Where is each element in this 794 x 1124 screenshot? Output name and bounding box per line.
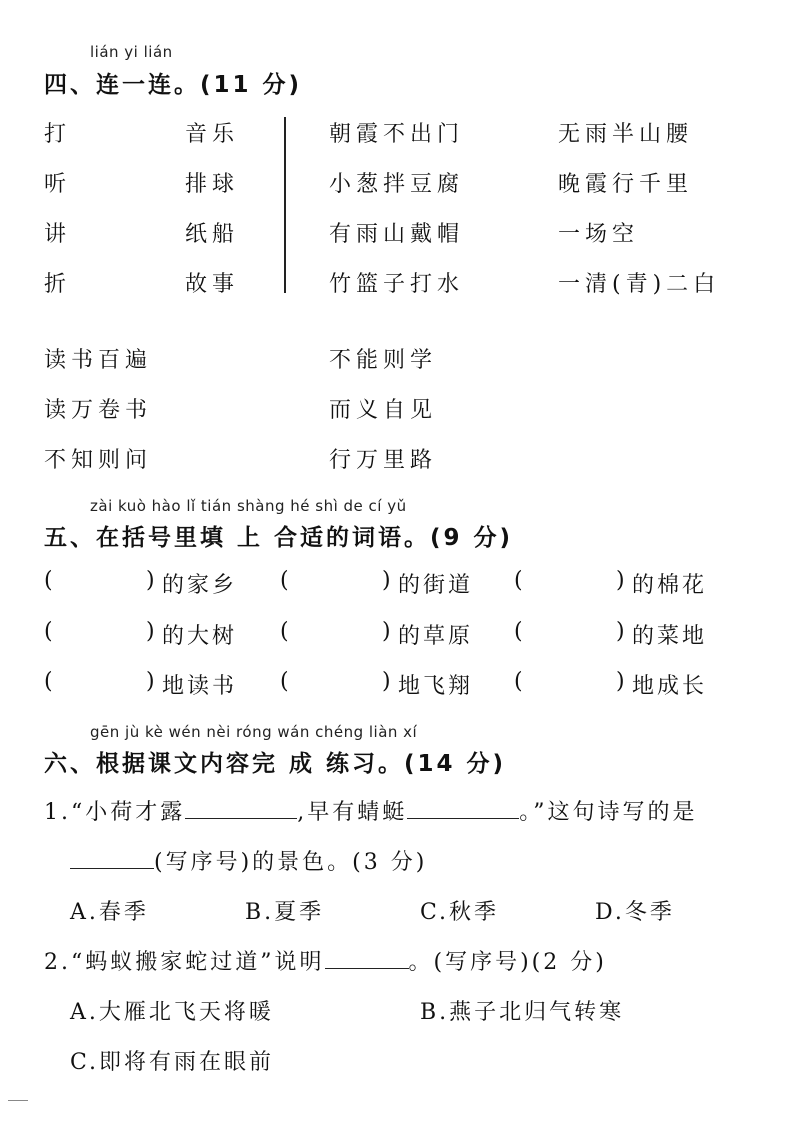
match-right-a-4[interactable]: 竹篮子打水 [329,272,465,297]
match-left-b-1[interactable]: 音乐 [185,122,240,147]
match-left-a-2[interactable]: 听 [44,172,72,197]
fill-blank-suffix-2-1: 的大树 [162,624,238,649]
match-right-b-2[interactable]: 晚霞行千里 [558,172,694,197]
match-left-b-3[interactable]: 纸船 [185,222,240,247]
question-2-line-1 [44,945,607,976]
question-1-text-d: (写序号)的景色。(3 分) [154,850,428,875]
match-left-b-4[interactable]: 故事 [185,272,240,297]
answer-blank[interactable] [325,948,409,969]
question-2-text-b: 。(写序号)(2 分) [408,950,607,975]
match-left-a-1[interactable]: 打 [44,122,72,147]
open-paren: ( [514,669,523,694]
fill-blank-suffix-2-2: 的草原 [398,624,474,649]
section5-pinyin: zài kuò hào lǐ tián shàng hé shì de cí yǔ [90,497,407,515]
match-bottom-b-1[interactable]: 不能则学 [329,348,438,373]
close-paren: ) [382,568,391,593]
question-1-option-d[interactable]: D.冬季 [595,900,675,925]
close-paren: ) [616,619,625,644]
match-bottom-a-3[interactable]: 不知则问 [44,448,153,473]
question-2-option-c[interactable]: C.即将有雨在眼前 [70,1050,275,1075]
match-bottom-b-3[interactable]: 行万里路 [329,448,438,473]
match-left-a-4[interactable]: 折 [44,272,72,297]
section5-title: 五、在括号里填 上 合适的词语。(9 分) [44,525,514,551]
question-1-text-b: ,早有蜻蜓 [297,800,408,825]
question-1-text-c: 。”这句诗写的是 [519,800,698,825]
fill-blank-suffix-1-3: 的棉花 [632,573,708,598]
section6-title: 六、根据课文内容完 成 练习。(14 分) [44,751,507,777]
match-right-a-3[interactable]: 有雨山戴帽 [329,222,465,247]
question-1-option-b[interactable]: B.夏季 [245,900,325,925]
section4-title: 四、连一连。(11 分) [44,72,303,98]
open-paren: ( [514,568,523,593]
fill-blank-suffix-1-2: 的街道 [398,573,474,598]
match-left-b-2[interactable]: 排球 [185,172,240,197]
open-paren: ( [44,568,53,593]
match-right-b-1[interactable]: 无雨半山腰 [558,122,694,147]
close-paren: ) [616,568,625,593]
open-paren: ( [44,669,53,694]
question-2-text-a: 2.“蚂蚁搬家蛇过道”说明 [44,950,325,975]
match-right-b-4[interactable]: 一清(青)二白 [558,272,721,297]
match-left-a-3[interactable]: 讲 [44,222,72,247]
match-right-b-3[interactable]: 一场空 [558,222,640,247]
answer-blank[interactable] [70,848,154,869]
question-2-option-a[interactable]: A.大雁北飞天将暖 [70,1000,274,1025]
page-edge-mark [8,1100,28,1101]
match-bottom-b-2[interactable]: 而义自见 [329,398,438,423]
close-paren: ) [616,669,625,694]
question-1-line-2 [70,845,427,876]
question-1-line-1 [44,795,698,826]
match-right-a-2[interactable]: 小葱拌豆腐 [329,172,465,197]
question-1-text-a: 1.“小荷才露 [44,800,186,825]
answer-blank[interactable] [185,798,297,819]
fill-blank-suffix-3-1: 地读书 [162,674,238,699]
column-divider [284,117,286,293]
answer-blank[interactable] [407,798,519,819]
section6-pinyin: gēn jù kè wén nèi róng wán chéng liàn xí [90,723,418,741]
close-paren: ) [146,669,155,694]
open-paren: ( [280,568,289,593]
match-bottom-a-2[interactable]: 读万卷书 [44,398,153,423]
close-paren: ) [382,619,391,644]
close-paren: ) [146,568,155,593]
open-paren: ( [44,619,53,644]
question-1-option-a[interactable]: A.春季 [70,900,149,925]
question-1-option-c[interactable]: C.秋季 [420,900,500,925]
match-bottom-a-1[interactable]: 读书百遍 [44,348,153,373]
question-2-option-b[interactable]: B.燕子北归气转寒 [420,1000,625,1025]
fill-blank-suffix-2-3: 的菜地 [632,624,708,649]
close-paren: ) [146,619,155,644]
fill-blank-suffix-1-1: 的家乡 [162,573,238,598]
open-paren: ( [514,619,523,644]
section4-pinyin: lián yi lián [90,43,173,61]
match-right-a-1[interactable]: 朝霞不出门 [329,122,465,147]
fill-blank-suffix-3-3: 地成长 [632,674,708,699]
fill-blank-suffix-3-2: 地飞翔 [398,674,474,699]
open-paren: ( [280,669,289,694]
close-paren: ) [382,669,391,694]
open-paren: ( [280,619,289,644]
